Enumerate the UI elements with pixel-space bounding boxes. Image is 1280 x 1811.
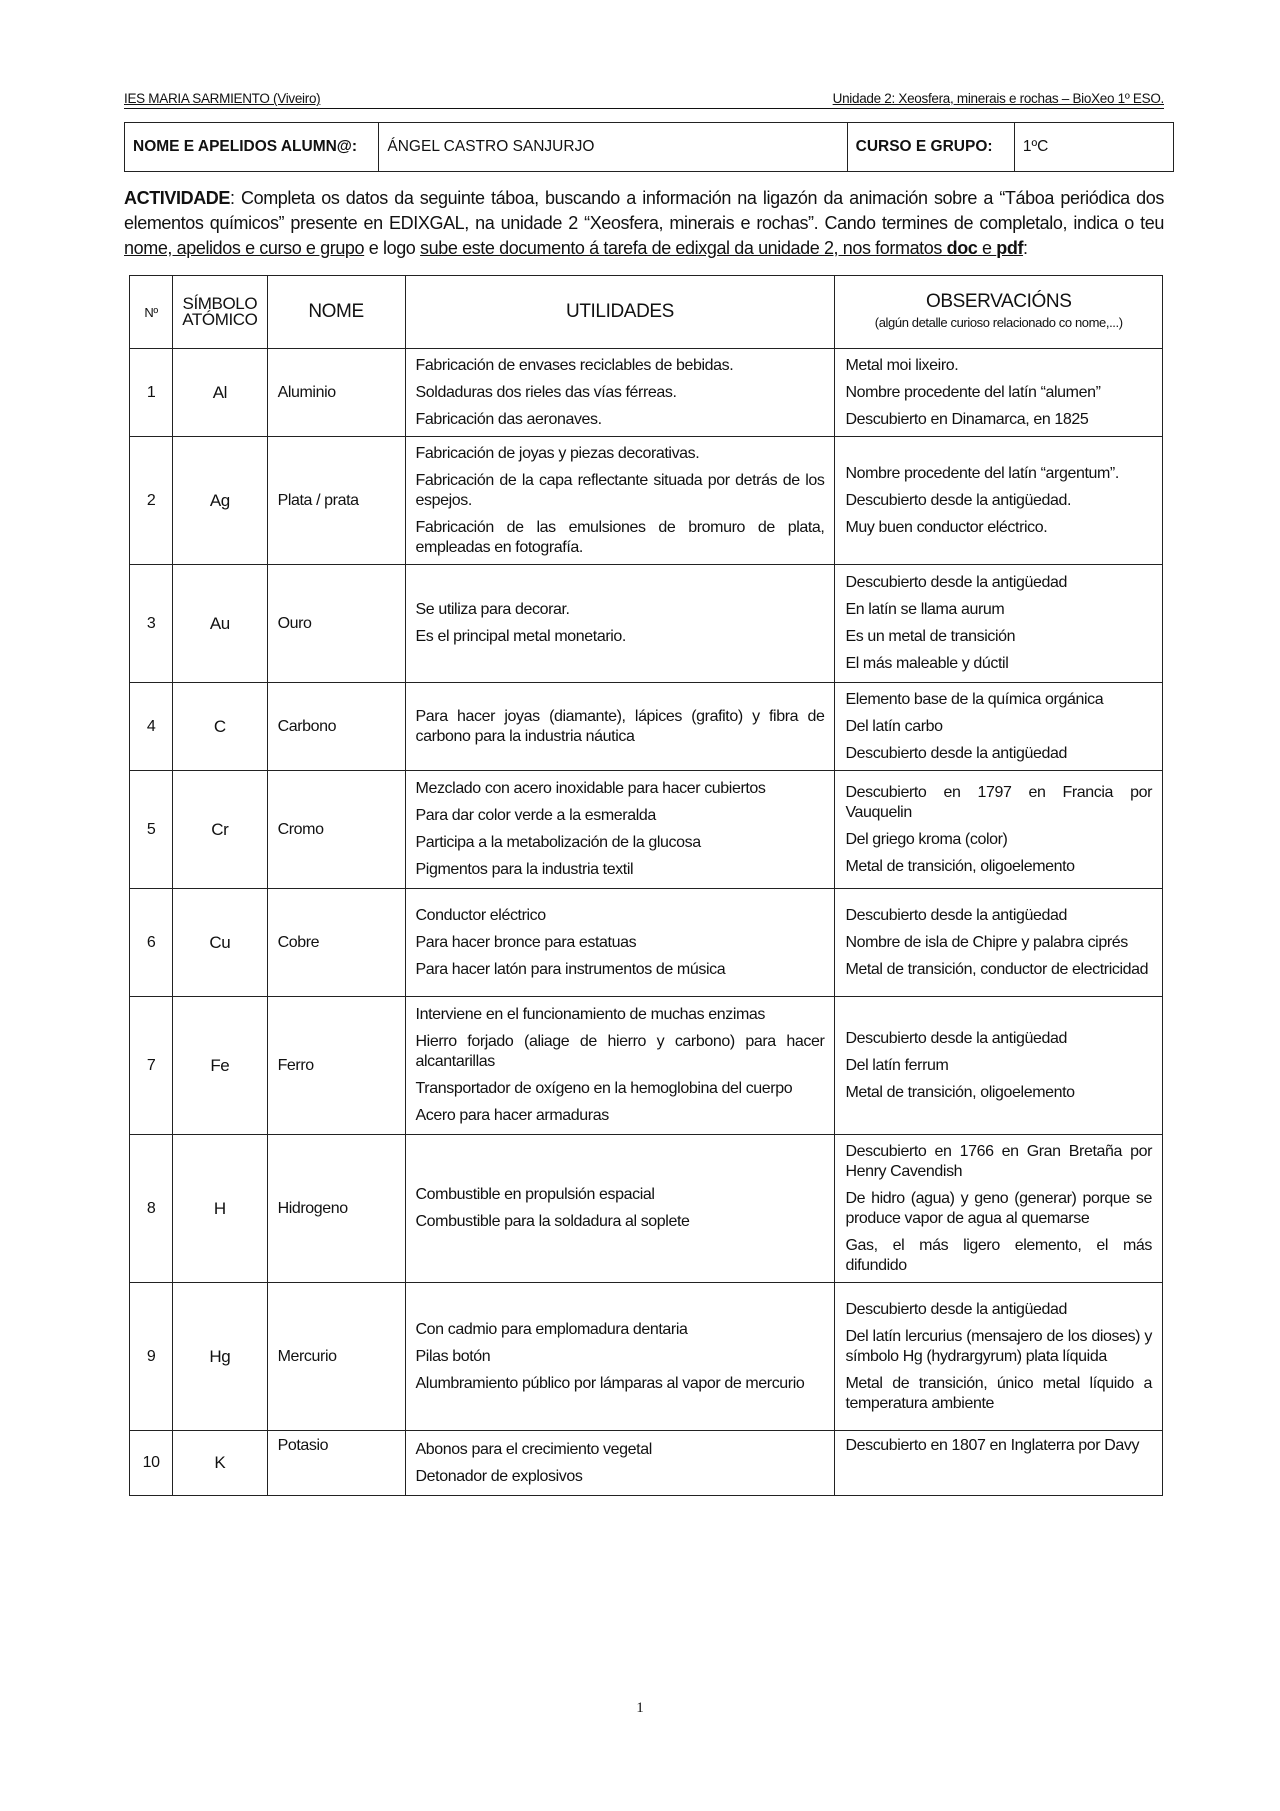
element-number: 7 [130, 997, 173, 1135]
use-line: Se utiliza para decorar. [415, 601, 570, 618]
element-number: 10 [130, 1431, 173, 1496]
element-symbol: Au [173, 565, 267, 683]
element-number: 1 [130, 349, 173, 437]
use-line: Acero para hacer armaduras [415, 1107, 609, 1124]
use-line: Detonador de explosivos [415, 1467, 583, 1485]
use-line: Soldaduras dos rieles das vías férreas. [415, 383, 677, 401]
activity-label: ACTIVIDADE [124, 188, 231, 208]
format-pdf: pdf [996, 238, 1024, 258]
observations-cell [835, 771, 1163, 889]
observation-line: Descubierto desde la antigüedad [845, 1300, 1067, 1318]
header-name: NOME [267, 276, 405, 349]
table-row [130, 771, 1163, 889]
observations-cell [835, 349, 1163, 437]
use-line: Alumbramiento público por lámparas al vapor de mercurio [415, 1374, 805, 1392]
element-symbol: Ag [173, 437, 267, 565]
observation-line: Del latín lercurius (mensajero de los dioses) y símbolo Hg (hydrargyrum) plata líquida [845, 1327, 1152, 1365]
observation-line: Del griego kroma (color) [845, 830, 1008, 848]
element-number: 4 [130, 683, 173, 771]
uses-cell [405, 349, 835, 437]
header-symbol: SÍMBOLO ATÓMICO [173, 276, 267, 349]
use-line: Para hacer joyas (diamante), lápices (grafito) y fibra de carbono para la industria náutica [415, 707, 825, 745]
header-uses: UTILIDADES [405, 276, 835, 349]
use-line: Interviene en el funcionamiento de muchas enzimas [415, 1006, 766, 1023]
use-line: Fabricación de la capa reflectante situada por detrás de los espejos. [415, 471, 825, 509]
header-num: Nº [130, 276, 173, 349]
element-symbol: Hg [173, 1283, 267, 1431]
observations-cell [835, 683, 1163, 771]
table-row [130, 349, 1163, 437]
element-symbol: Al [173, 349, 267, 437]
element-number: 2 [130, 437, 173, 565]
uses-cell [405, 889, 835, 997]
use-line: Transportador de oxígeno en la hemoglobina del cuerpo [415, 1080, 793, 1097]
element-name: Cromo [267, 771, 405, 889]
header-observations: OBSERVACIÓNS (algún detalle curioso relacionado co nome,...) [835, 276, 1163, 349]
instructions-underline: nome, apelidos e curso e grupo [124, 238, 365, 258]
activity-instructions [124, 186, 1164, 261]
table-row [130, 997, 1163, 1135]
page-number: 1 [636, 1700, 644, 1716]
use-line: Para dar color verde a la esmeralda [415, 807, 656, 824]
observation-line: Nombre procedente del latín “alumen” [845, 383, 1101, 401]
element-name: Carbono [267, 683, 405, 771]
table-row [130, 1431, 1163, 1496]
observation-line: Del latín carbo [845, 717, 943, 735]
instructions-text: : Completa os datos da seguinte táboa, buscando a información na ligazón da animación sobre a “Táboa periódica dos elementos químicos” presente en EDIXGAL, na unidade 2 “Xeosfera, minerais e rochas”. Cando termines de completalo, indica o teu [124, 188, 1164, 233]
observation-line: Descubierto desde la antigüedad [845, 906, 1067, 924]
element-name: Ouro [267, 565, 405, 683]
use-line: Combustible para la soldadura al soplete [415, 1213, 690, 1230]
observation-line: Descubierto en Dinamarca, en 1825 [845, 410, 1089, 428]
use-line: Para hacer bronce para estatuas [415, 933, 637, 951]
student-info-table [124, 122, 1174, 172]
use-line: Para hacer latón para instrumentos de música [415, 960, 726, 978]
uses-cell [405, 771, 835, 889]
observation-line: Muy buen conductor eléctrico. [845, 518, 1048, 536]
use-line: Fabricación de las emulsiones de bromuro de plata, empleadas en fotografía. [415, 518, 825, 556]
observations-cell [835, 1431, 1163, 1496]
observation-line: Descubierto desde la antigüedad. [845, 491, 1072, 509]
uses-cell [405, 1135, 835, 1283]
observation-line: Descubierto en 1797 en Francia por Vauquelin [845, 783, 1152, 821]
use-line: Fabricación de envases reciclables de bebidas. [415, 356, 734, 374]
table-row [130, 1283, 1163, 1431]
observation-line: Metal de transición, oligoelemento [845, 1083, 1075, 1101]
observation-line: El más maleable y dúctil [845, 655, 1009, 672]
uses-cell [405, 1431, 835, 1496]
element-symbol: C [173, 683, 267, 771]
element-name: Hidrogeno [267, 1135, 405, 1283]
observation-line: Descubierto desde la antigüedad [845, 574, 1067, 591]
use-line: Combustible en propulsión espacial [415, 1186, 655, 1203]
uses-cell [405, 683, 835, 771]
observation-line: Metal de transición, único metal líquido a temperatura ambiente [845, 1374, 1152, 1412]
use-line: Hierro forjado (aliage de hierro y carbono) para hacer alcantarillas [415, 1033, 825, 1070]
observation-line: Descubierto en 1766 en Gran Bretaña por Henry Cavendish [845, 1142, 1152, 1180]
use-line: Conductor eléctrico [415, 906, 546, 924]
observation-line: De hidro (agua) y geno (generar) porque se produce vapor de agua al quemarse [845, 1189, 1152, 1227]
table-row [130, 683, 1163, 771]
use-line: Es el principal metal monetario. [415, 628, 626, 645]
uses-cell [405, 565, 835, 683]
header-school: IES MARIA SARMIENTO (Viveiro) [124, 91, 321, 106]
group-label: CURSO E GRUPO: [847, 123, 1014, 172]
observation-line: Metal moi lixeiro. [845, 356, 959, 374]
format-doc: doc [946, 238, 978, 258]
uses-cell [405, 1283, 835, 1431]
observation-line: En latín se llama aurum [845, 601, 1005, 618]
use-line: Abonos para el crecimiento vegetal [415, 1440, 652, 1458]
use-line: Con cadmio para emplomadura dentaria [415, 1320, 688, 1338]
observation-line: Descubierto en 1807 en Inglaterra por Davy [845, 1437, 1140, 1454]
observation-line: Del latín ferrum [845, 1056, 949, 1074]
observation-line: Metal de transición, conductor de electricidad [845, 960, 1149, 978]
element-symbol: Fe [173, 997, 267, 1135]
name-value: ÁNGEL CASTRO SANJURJO [379, 123, 847, 172]
element-symbol: K [173, 1431, 267, 1496]
observations-cell [835, 997, 1163, 1135]
observations-cell [835, 1135, 1163, 1283]
table-header-row [130, 276, 1163, 349]
use-line: Pilas botón [415, 1347, 491, 1365]
table-row [130, 565, 1163, 683]
element-name: Plata / prata [267, 437, 405, 565]
element-symbol: H [173, 1135, 267, 1283]
element-number: 8 [130, 1135, 173, 1283]
element-number: 6 [130, 889, 173, 997]
element-symbol: Cr [173, 771, 267, 889]
table-row [130, 437, 1163, 565]
elements-table [129, 275, 1163, 1496]
observations-cell [835, 889, 1163, 997]
observation-line: Descubierto desde la antigüedad [845, 744, 1067, 762]
observations-cell [835, 437, 1163, 565]
table-row [130, 1135, 1163, 1283]
element-name: Potasio [267, 1431, 405, 1496]
observations-cell [835, 1283, 1163, 1431]
element-symbol: Cu [173, 889, 267, 997]
observation-line: Es un metal de transición [845, 628, 1016, 645]
observations-cell [835, 565, 1163, 683]
element-number: 9 [130, 1283, 173, 1431]
use-line: Mezclado con acero inoxidable para hacer cubiertos [415, 780, 766, 797]
element-name: Ferro [267, 997, 405, 1135]
instructions-text: e logo [364, 238, 421, 258]
element-name: Aluminio [267, 349, 405, 437]
header-unit: Unidade 2: Xeosfera, minerais e rochas – BioXeo 1º ESO. [832, 91, 1164, 106]
observation-line: Elemento base de la química orgánica [845, 690, 1104, 708]
element-number: 3 [130, 565, 173, 683]
observation-line: Nombre procedente del latín “argentum”. [845, 464, 1119, 482]
observation-line: Metal de transición, oligoelemento [845, 857, 1075, 875]
instructions-underline: sube este documento á tarefa de edixgal da unidade 2, nos formatos doc e pdf [420, 238, 1024, 258]
element-name: Cobre [267, 889, 405, 997]
observation-line: Gas, el más ligero elemento, el más difundido [845, 1236, 1152, 1274]
use-line: Fabricación de joyas y piezas decorativas. [415, 444, 700, 462]
use-line: Fabricación das aeronaves. [415, 410, 602, 428]
name-label: NOME E APELIDOS ALUMN@: [125, 123, 379, 172]
instructions-text: : [1023, 238, 1028, 258]
element-name: Mercurio [267, 1283, 405, 1431]
uses-cell [405, 997, 835, 1135]
page-header [124, 91, 1164, 109]
observation-line: Descubierto desde la antigüedad [845, 1029, 1067, 1047]
use-line: Participa a la metabolización de la glucosa [415, 834, 701, 851]
group-value: 1ºC [1014, 123, 1173, 172]
use-line: Pigmentos para la industria textil [415, 861, 634, 878]
table-row [130, 889, 1163, 997]
uses-cell [405, 437, 835, 565]
element-number: 5 [130, 771, 173, 889]
observation-line: Nombre de isla de Chipre y palabra ciprés [845, 933, 1128, 951]
